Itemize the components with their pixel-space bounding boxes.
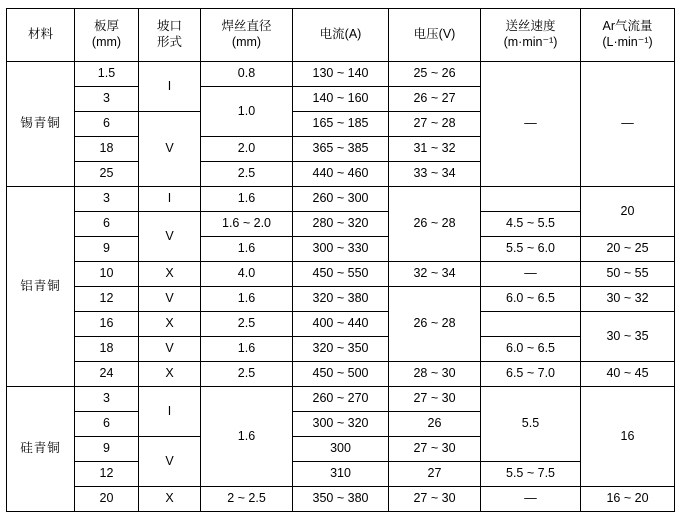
thickness-cell: 12 — [75, 462, 139, 487]
feed-cell: 6.5 ~ 7.0 — [481, 362, 581, 387]
wire-cell: 2.0 — [201, 137, 293, 162]
header-voltage: 电压(V) — [389, 9, 481, 62]
current-cell: 300 ~ 320 — [293, 412, 389, 437]
wire-cell: 2.5 — [201, 362, 293, 387]
argon-cell: 20 ~ 25 — [581, 237, 675, 262]
table-row — [7, 337, 675, 362]
groove-cell: V — [139, 212, 201, 262]
current-cell: 300 — [293, 437, 389, 462]
thickness-cell: 18 — [75, 137, 139, 162]
thickness-cell: 3 — [75, 187, 139, 212]
welding-parameters-table — [6, 8, 675, 512]
current-cell: 300 ~ 330 — [293, 237, 389, 262]
groove-cell: X — [139, 487, 201, 512]
feed-cell: 4.5 ~ 5.5 — [481, 212, 581, 237]
table-row — [7, 187, 675, 212]
header-wire-feed-speed: 送丝速度 (m·min⁻¹) — [481, 9, 581, 62]
header-row — [7, 9, 675, 62]
current-cell: 320 ~ 380 — [293, 287, 389, 312]
wire-cell: 1.6 — [201, 287, 293, 312]
groove-cell: I — [139, 187, 201, 212]
voltage-cell: 26 ~ 28 — [389, 287, 481, 362]
feed-cell — [481, 187, 581, 212]
thickness-cell: 9 — [75, 437, 139, 462]
feed-cell — [481, 312, 581, 337]
feed-cell: 5.5 ~ 7.5 — [481, 462, 581, 487]
current-cell: 350 ~ 380 — [293, 487, 389, 512]
table-body — [7, 62, 675, 512]
thickness-cell: 16 — [75, 312, 139, 337]
thickness-cell: 6 — [75, 412, 139, 437]
table-row — [7, 387, 675, 412]
current-cell: 450 ~ 500 — [293, 362, 389, 387]
current-cell: 260 ~ 270 — [293, 387, 389, 412]
voltage-cell: 25 ~ 26 — [389, 62, 481, 87]
table-row — [7, 212, 675, 237]
thickness-cell: 10 — [75, 262, 139, 287]
wire-cell: 1.6 — [201, 187, 293, 212]
wire-cell: 2 ~ 2.5 — [201, 487, 293, 512]
voltage-cell: 26 ~ 27 — [389, 87, 481, 112]
thickness-cell: 6 — [75, 212, 139, 237]
argon-cell: 40 ~ 45 — [581, 362, 675, 387]
groove-cell: X — [139, 362, 201, 387]
voltage-cell: 27 ~ 30 — [389, 487, 481, 512]
table-row — [7, 287, 675, 312]
groove-cell: I — [139, 62, 201, 112]
voltage-cell: 26 ~ 28 — [389, 187, 481, 262]
wire-cell: 1.6 — [201, 237, 293, 262]
groove-cell: I — [139, 387, 201, 437]
voltage-cell: 27 ~ 30 — [389, 387, 481, 412]
current-cell: 365 ~ 385 — [293, 137, 389, 162]
wire-cell: 4.0 — [201, 262, 293, 287]
voltage-cell: 27 — [389, 462, 481, 487]
argon-cell: 16 — [581, 387, 675, 487]
header-argon-flow: Ar气流量 (L·min⁻¹) — [581, 9, 675, 62]
thickness-cell: 20 — [75, 487, 139, 512]
wire-cell: 2.5 — [201, 312, 293, 337]
voltage-cell: 27 ~ 30 — [389, 437, 481, 462]
voltage-cell: 28 ~ 30 — [389, 362, 481, 387]
table-row — [7, 487, 675, 512]
argon-cell: — — [581, 62, 675, 187]
thickness-cell: 3 — [75, 87, 139, 112]
current-cell: 140 ~ 160 — [293, 87, 389, 112]
argon-cell: 16 ~ 20 — [581, 487, 675, 512]
wire-cell: 1.6 — [201, 337, 293, 362]
voltage-cell: 33 ~ 34 — [389, 162, 481, 187]
feed-cell: — — [481, 487, 581, 512]
table-row — [7, 237, 675, 262]
material-cell-tin-bronze: 锡青铜 — [7, 62, 75, 187]
current-cell: 320 ~ 350 — [293, 337, 389, 362]
groove-cell: X — [139, 262, 201, 287]
thickness-cell: 6 — [75, 112, 139, 137]
wire-cell: 1.0 — [201, 87, 293, 137]
table-row — [7, 262, 675, 287]
feed-cell: 6.0 ~ 6.5 — [481, 287, 581, 312]
header-material: 材料 — [7, 9, 75, 62]
voltage-cell: 26 — [389, 412, 481, 437]
current-cell: 400 ~ 440 — [293, 312, 389, 337]
header-current: 电流(A) — [293, 9, 389, 62]
voltage-cell: 31 ~ 32 — [389, 137, 481, 162]
feed-cell: — — [481, 262, 581, 287]
material-cell-aluminum-bronze: 铝青铜 — [7, 187, 75, 387]
header-wire-diameter: 焊丝直径 (mm) — [201, 9, 293, 62]
table-row — [7, 62, 675, 87]
voltage-cell: 32 ~ 34 — [389, 262, 481, 287]
current-cell: 280 ~ 320 — [293, 212, 389, 237]
argon-cell: 50 ~ 55 — [581, 262, 675, 287]
wire-cell: 0.8 — [201, 62, 293, 87]
current-cell: 130 ~ 140 — [293, 62, 389, 87]
feed-cell: 5.5 ~ 6.0 — [481, 237, 581, 262]
feed-cell: — — [481, 62, 581, 187]
material-cell-silicon-bronze: 硅青铜 — [7, 387, 75, 512]
wire-cell: 2.5 — [201, 162, 293, 187]
thickness-cell: 9 — [75, 237, 139, 262]
header-groove: 坡口 形式 — [139, 9, 201, 62]
current-cell: 450 ~ 550 — [293, 262, 389, 287]
feed-cell: 6.0 ~ 6.5 — [481, 337, 581, 362]
table-row — [7, 462, 675, 487]
table-row — [7, 312, 675, 337]
groove-cell: X — [139, 312, 201, 337]
current-cell: 440 ~ 460 — [293, 162, 389, 187]
voltage-cell: 27 ~ 28 — [389, 112, 481, 137]
current-cell: 310 — [293, 462, 389, 487]
groove-cell: V — [139, 437, 201, 487]
wire-cell: 1.6 ~ 2.0 — [201, 212, 293, 237]
thickness-cell: 12 — [75, 287, 139, 312]
thickness-cell: 18 — [75, 337, 139, 362]
argon-cell: 30 ~ 32 — [581, 287, 675, 312]
argon-cell: 20 — [581, 187, 675, 237]
header-thickness: 板厚 (mm) — [75, 9, 139, 62]
table-row — [7, 362, 675, 387]
wire-cell: 1.6 — [201, 387, 293, 487]
current-cell: 165 ~ 185 — [293, 112, 389, 137]
thickness-cell: 3 — [75, 387, 139, 412]
table-header — [7, 9, 675, 62]
current-cell: 260 ~ 300 — [293, 187, 389, 212]
thickness-cell: 24 — [75, 362, 139, 387]
thickness-cell: 25 — [75, 162, 139, 187]
groove-cell: V — [139, 337, 201, 362]
groove-cell: V — [139, 287, 201, 312]
argon-cell: 30 ~ 35 — [581, 312, 675, 362]
groove-cell: V — [139, 112, 201, 187]
feed-cell: 5.5 — [481, 387, 581, 462]
thickness-cell: 1.5 — [75, 62, 139, 87]
